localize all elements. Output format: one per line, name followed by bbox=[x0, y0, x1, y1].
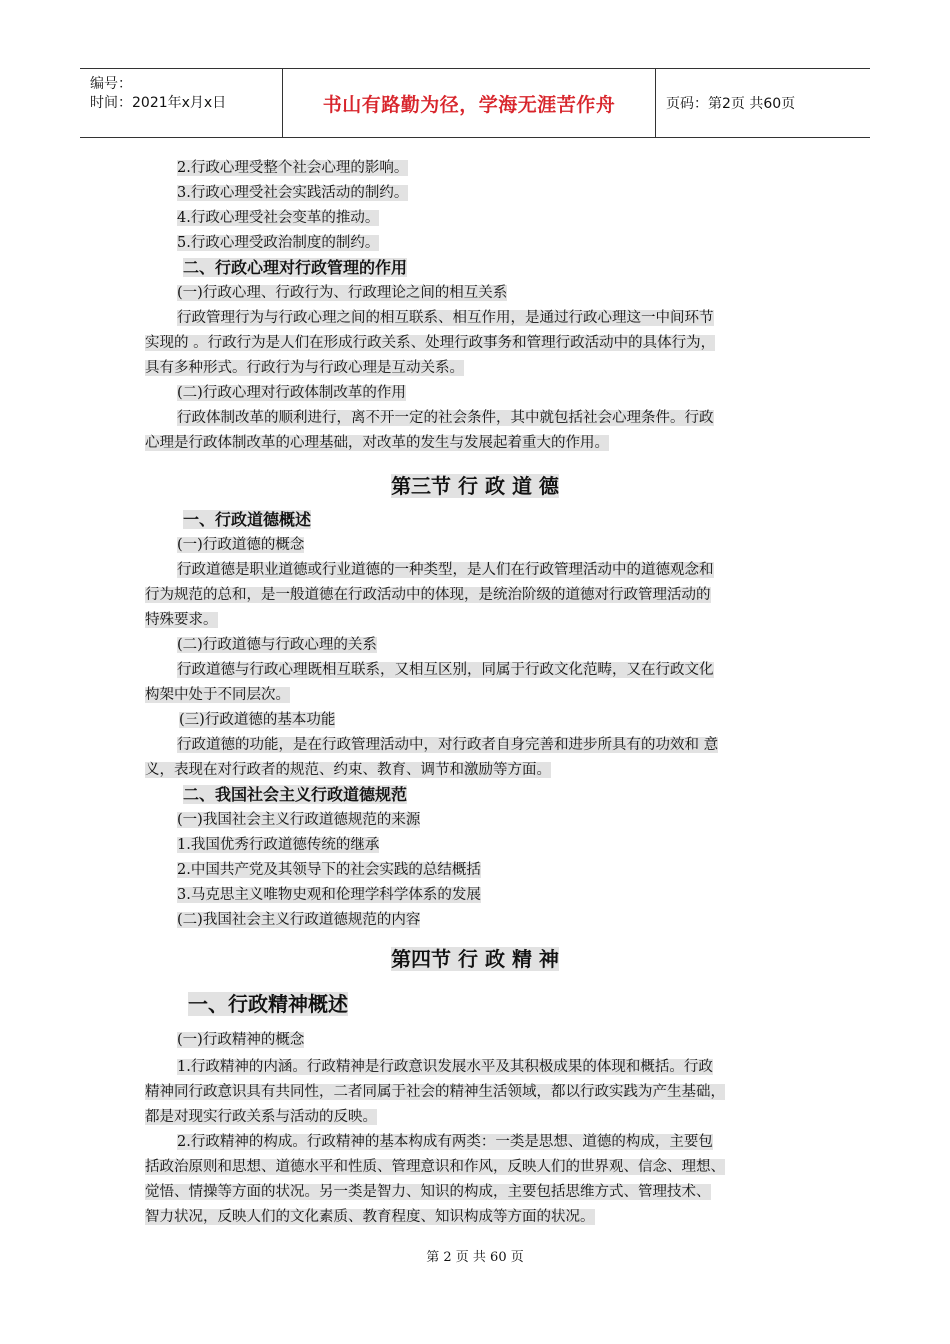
item-heading: (一)行政心理、行政行为、行政理论之间的相互关系 bbox=[177, 285, 508, 301]
paragraph-line: 行政体制改革的顺利进行，离不开一定的社会条件，其中就包括社会心理条件。行政 bbox=[177, 410, 714, 426]
paragraph-line: 行政管理行为与行政心理之间的相互联系、相互作用，是通过行政心理这一中间环节 bbox=[177, 310, 714, 326]
paragraph-line: 行政道德是职业道德或行业道德的一种类型，是人们在行政管理活动中的道德观念和 bbox=[177, 562, 714, 578]
paragraph-line: 行政道德与行政心理既相互联系，又相互区别，同属于行政文化范畴，又在行政文化 bbox=[177, 662, 714, 678]
paragraph-line: 精神同行政意识具有共同性，二者同属于社会的精神生活领域，都以行政实践为产生基础， bbox=[145, 1084, 725, 1100]
item-heading: (一)行政道德的概念 bbox=[177, 537, 305, 553]
paragraph-line: 实现的 。行政行为是人们在形成行政关系、处理行政事务和管理行政活动中的具体行为， bbox=[145, 335, 716, 351]
paragraph-line: 行政道德的功能，是在行政管理活动中，对行政者自身完善和进步所具有的功效和 意 bbox=[177, 737, 719, 753]
header-page-info: 页码：第2页 共60页 bbox=[666, 96, 796, 112]
list-item: 2.行政心理受整个社会心理的影响。 bbox=[177, 160, 409, 176]
item-heading: (二)我国社会主义行政道德规范的内容 bbox=[177, 912, 421, 928]
number-label: 编号： bbox=[90, 76, 132, 92]
header-meta bbox=[80, 69, 283, 137]
page-header bbox=[80, 68, 870, 138]
list-item: 5.行政心理受政治制度的制约。 bbox=[177, 235, 380, 251]
item-heading: (一)我国社会主义行政道德规范的来源 bbox=[177, 812, 421, 828]
item-heading: (二)行政心理对行政体制改革的作用 bbox=[177, 385, 406, 401]
paragraph-line: 义，表现在对行政者的规范、约束、教育、调节和激励等方面。 bbox=[145, 762, 551, 778]
paragraph-line: 具有多种形式。行政行为与行政心理是互动关系。 bbox=[145, 360, 464, 376]
section-title: 第三节 行 政 道 德 bbox=[391, 474, 559, 498]
paragraph-line: 智力状况，反映人们的文化素质、教育程度、知识构成等方面的状况。 bbox=[145, 1209, 595, 1225]
list-item: 1.我国优秀行政道德传统的继承 bbox=[177, 837, 380, 853]
item-heading: (三)行政道德的基本功能 bbox=[179, 712, 336, 728]
list-item: 3.马克思主义唯物史观和伦理学科学体系的发展 bbox=[177, 887, 481, 903]
paragraph-line: 行为规范的总和，是一般道德在行政活动中的体现，是统治阶级的道德对行政管理活动的 bbox=[145, 587, 711, 603]
list-item: 4.行政心理受社会变革的推动。 bbox=[177, 210, 380, 226]
header-motto: 书山有路勤为径，学海无涯苦作舟 bbox=[283, 69, 656, 137]
paragraph-line: 心理是行政体制改革的心理基础，对改革的发生与发展起着重大的作用。 bbox=[145, 435, 609, 451]
paragraph-line: 都是对现实行政关系与活动的反映。 bbox=[145, 1109, 377, 1125]
paragraph-line: 2.行政精神的构成。行政精神的基本构成有两类：一类是思想、道德的构成，主要包 bbox=[177, 1134, 713, 1150]
date-label: 时间：2021年x月x日 bbox=[90, 95, 227, 111]
list-item: 2.中国共产党及其领导下的社会实践的总结概括 bbox=[177, 862, 481, 878]
paragraph-line: 特殊要求。 bbox=[145, 612, 218, 628]
subsection-heading: 二、行政心理对行政管理的作用 bbox=[183, 258, 408, 277]
section-title: 第四节 行 政 精 神 bbox=[391, 947, 559, 971]
item-heading: (二)行政道德与行政心理的关系 bbox=[177, 637, 377, 653]
item-heading: (一)行政精神的概念 bbox=[177, 1032, 305, 1048]
paragraph-line: 括政治原则和思想、道德水平和性质、管理意识和作风，反映人们的世界观、信念、理想、 bbox=[145, 1159, 725, 1175]
paragraph-line: 觉悟、情操等方面的状况。另一类是智力、知识的构成，主要包括思维方式、管理技术、 bbox=[145, 1184, 711, 1200]
subsection-heading: 二、我国社会主义行政道德规范 bbox=[183, 785, 408, 804]
subsection-heading: 一、行政道德概述 bbox=[183, 510, 312, 529]
paragraph-line: 1.行政精神的内涵。行政精神是行政意识发展水平及其积极成果的体现和概括。行政 bbox=[177, 1059, 713, 1075]
page-footer: 第 2 页 共 60 页 bbox=[426, 1250, 524, 1265]
paragraph-line: 构架中处于不同层次。 bbox=[145, 687, 290, 703]
subsection-heading: 一、行政精神概述 bbox=[188, 992, 348, 1016]
list-item: 3.行政心理受社会实践活动的制约。 bbox=[177, 185, 409, 201]
